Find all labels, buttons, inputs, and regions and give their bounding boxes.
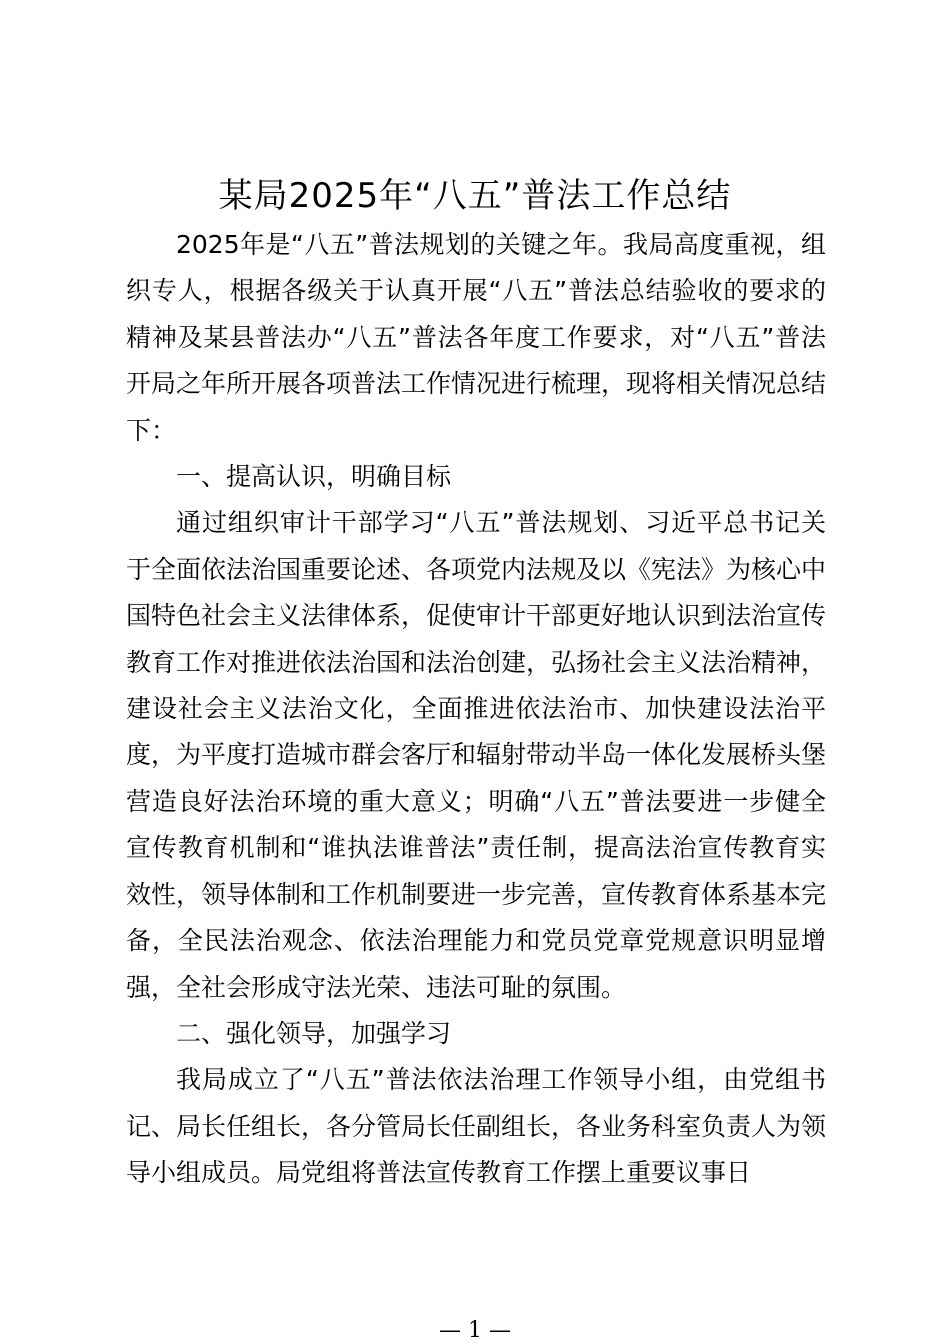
section-heading-2: 二、强化领导，加强学习 — [176, 1018, 452, 1048]
section-heading-1: 一、提高认识，明确目标 — [176, 462, 452, 492]
section-2-paragraph: 我局成立了“八五”普法依法治理工作领导小组，由党组书记、局长任组长，各分管局长任副组长，各业务科室负责人为领导小组成员。局党组将普法宣传教育工作摆上重要议事日 — [126, 1065, 827, 1188]
document-body — [126, 222, 826, 1197]
section-1-paragraph: 通过组织审计干部学习“八五”普法规划、习近平总书记关于全面依法治国重要论述、各项党内法规及以《宪法》为核心中国特色社会主义法律体系，促使审计干部更好地认识到法治宣传教育工作对推进依法治国和法治创建，弘扬社会主义法治精神，建设社会主义法治文化，全面推进依法治市、加快建设法治平度，为平度打造城市群会客厅和辐射带动半岛一体化发展桥头堡营造良好法治环境的重大意义；明确“八五”普法要进一步健全宣传教育机制和“谁执法谁普法”责任制，提高法治宣传教育实效性，领导体制和工作机制要进一步完善，宣传教育体系基本完备，全民法治观念、依法治理能力和党员党章党规意识明显增强，全社会形成守法光荣、违法可耻的氛围。 — [126, 508, 827, 1002]
page-number: — 1 — — [439, 1318, 511, 1343]
intro-paragraph: 2025年是“八五”普法规划的关键之年。我局高度重视，组织专人，根据各级关于认真开展“八五”普法总结验收的要求的精神及某县普法办“八五”普法各年度工作要求，对“八五”普法开局之年所开展各项普法工作情况进行梳理，现将相关情况总结下： — [126, 230, 827, 445]
document-title: 某局2025年“八五”普法工作总结 — [218, 176, 732, 216]
